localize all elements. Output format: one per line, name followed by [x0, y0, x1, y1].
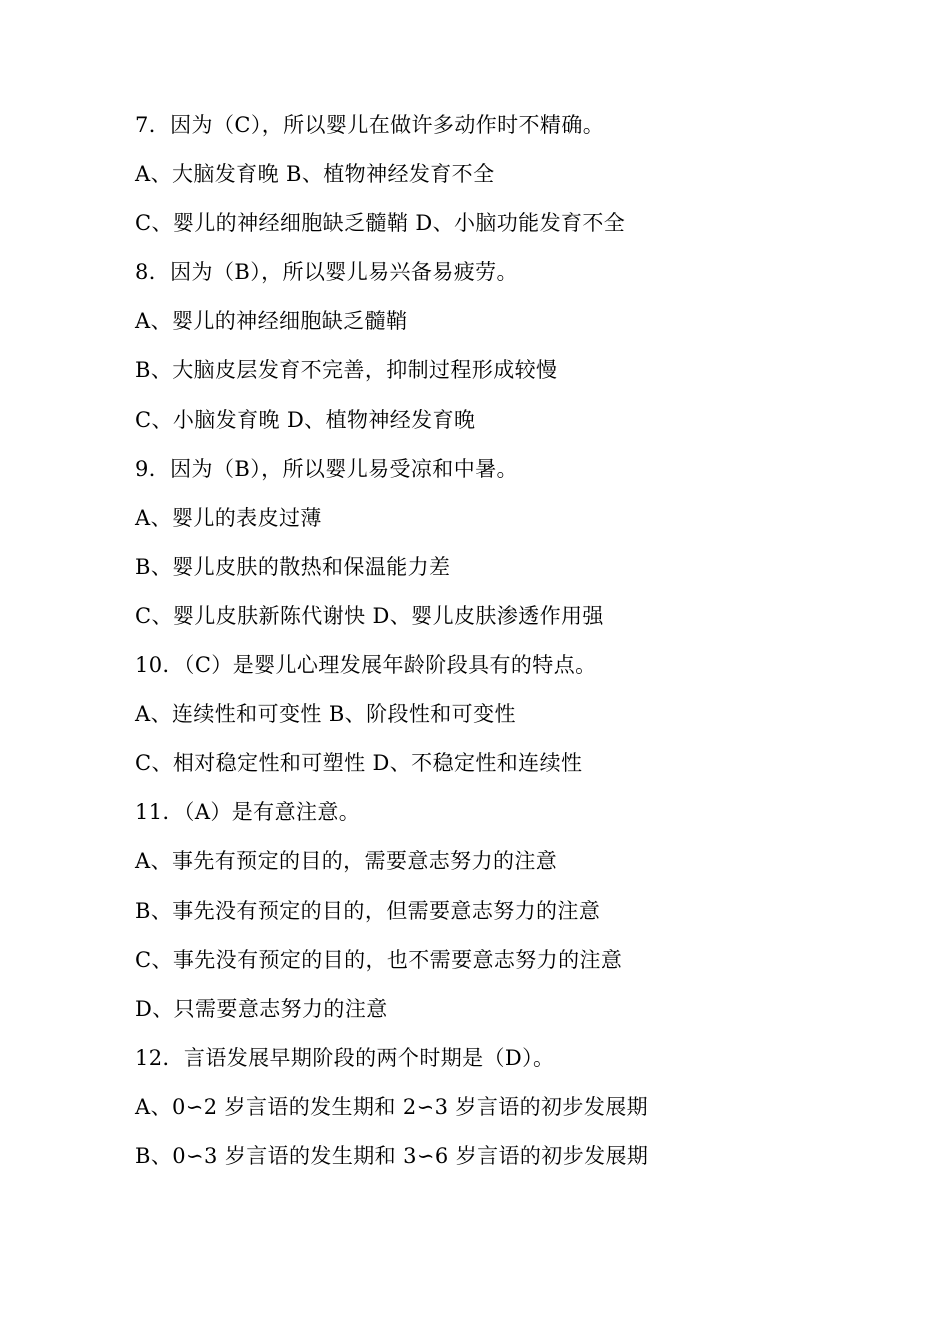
question-10-stem: 10．（C）是婴儿心理发展年龄阶段具有的特点。: [135, 653, 597, 678]
question-12-option-a: A、0∽2 岁言语的发生期和 2∽3 岁言语的初步发展期: [135, 1094, 649, 1119]
question-11-option-d: D、只需要意志努力的注意: [135, 996, 388, 1021]
question-9-option-a: A、婴儿的表皮过薄: [135, 505, 322, 530]
question-8-option-b: B、大脑皮层发育不完善，抑制过程形成较慢: [135, 358, 558, 383]
question-11-stem: 11．（A）是有意注意。: [135, 800, 361, 825]
question-list: [135, 105, 895, 1185]
question-10-options-ab: A、连续性和可变性 B、阶段性和可变性: [135, 702, 516, 727]
question-9-option-b: B、婴儿皮肤的散热和保温能力差: [135, 554, 451, 579]
question-11-option-b: B、事先没有预定的目的，但需要意志努力的注意: [135, 898, 601, 923]
question-9-options-cd: C、婴儿皮肤新陈代谢快 D、婴儿皮肤渗透作用强: [135, 603, 604, 628]
question-7-options-cd: C、婴儿的神经细胞缺乏髓鞘 D、小脑功能发育不全: [135, 211, 626, 236]
question-7-options-ab: A、大脑发育晚 B、植物神经发育不全: [135, 162, 495, 187]
question-10-options-cd: C、相对稳定性和可塑性 D、不稳定性和连续性: [135, 751, 583, 776]
question-9-stem: 9．因为（B），所以婴儿易受凉和中暑。: [135, 456, 518, 481]
question-8-stem: 8．因为（B），所以婴儿易兴备易疲劳。: [135, 260, 518, 285]
question-12-stem: 12．言语发展早期阶段的两个时期是（D）。: [135, 1045, 555, 1070]
question-7-stem: 7．因为（C），所以婴儿在做许多动作时不精确。: [135, 113, 605, 137]
question-11-option-a: A、事先有预定的目的，需要意志努力的注意: [135, 849, 558, 874]
question-8-option-a: A、婴儿的神经细胞缺乏髓鞘: [135, 309, 408, 334]
question-12-option-b: B、0∽3 岁言语的发生期和 3∽6 岁言语的初步发展期: [135, 1143, 649, 1168]
question-8-options-cd: C、小脑发育晚 D、植物神经发育晚: [135, 407, 476, 432]
question-11-option-c: C、事先没有预定的目的，也不需要意志努力的注意: [135, 947, 623, 972]
